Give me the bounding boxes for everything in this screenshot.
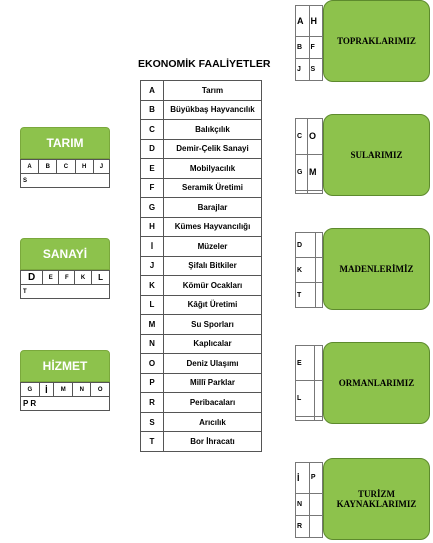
activity-code: P bbox=[141, 373, 164, 393]
resource-label: SULARIMIZ bbox=[350, 150, 403, 160]
grid-cell: G bbox=[21, 383, 40, 397]
grid-cell: M bbox=[54, 383, 73, 397]
grid-cell: O bbox=[91, 383, 110, 397]
grid-cell: A bbox=[21, 160, 39, 174]
resource-code: N bbox=[296, 493, 310, 515]
activity-code: D bbox=[141, 139, 164, 159]
activity-code: G bbox=[141, 198, 164, 218]
resource-code: M bbox=[308, 154, 323, 190]
table-row bbox=[141, 354, 262, 374]
resource-table-sular bbox=[295, 118, 323, 194]
resource-code: O bbox=[308, 119, 323, 155]
activity-code: A bbox=[141, 81, 164, 101]
table-row bbox=[141, 237, 262, 257]
resource-label: TOPRAKLARIMIZ bbox=[337, 36, 416, 46]
resource-code: G bbox=[296, 154, 308, 190]
sector-grid bbox=[20, 382, 110, 411]
activity-name: Kaplıcalar bbox=[164, 334, 262, 354]
sector-tarim bbox=[20, 127, 110, 188]
sector-hizmet bbox=[20, 350, 110, 411]
table-row bbox=[141, 432, 262, 452]
table-row bbox=[141, 81, 262, 101]
activity-code: B bbox=[141, 100, 164, 120]
resource-code: H bbox=[309, 6, 323, 37]
grid-cell: B bbox=[39, 160, 57, 174]
sector-title: TARIM bbox=[20, 127, 110, 159]
activity-name: Su Sporları bbox=[164, 315, 262, 335]
sector-grid bbox=[20, 159, 110, 188]
table-row bbox=[141, 178, 262, 198]
resource-label: TURİZM bbox=[357, 489, 395, 499]
sector-title: SANAYİ bbox=[20, 238, 110, 270]
activity-code: S bbox=[141, 412, 164, 432]
table-row bbox=[141, 295, 262, 315]
resource-box-madenler bbox=[323, 228, 430, 310]
activity-code: T bbox=[141, 432, 164, 452]
activity-name: Tarım bbox=[164, 81, 262, 101]
activity-code: E bbox=[141, 159, 164, 179]
table-row bbox=[141, 315, 262, 335]
resource-code: İ bbox=[296, 463, 310, 494]
resource-table-topraklar bbox=[295, 5, 323, 81]
activity-name: Kâğıt Üretimi bbox=[164, 295, 262, 315]
activity-code: C bbox=[141, 120, 164, 140]
activity-name: Arıcılık bbox=[164, 412, 262, 432]
activity-code: M bbox=[141, 315, 164, 335]
table-row bbox=[141, 217, 262, 237]
resource-box-turizm bbox=[323, 458, 430, 540]
activity-name: Seramik Üretimi bbox=[164, 178, 262, 198]
grid-cell: H bbox=[75, 160, 93, 174]
activity-name: Peribacaları bbox=[164, 393, 262, 413]
resource-code: A bbox=[296, 6, 310, 37]
grid-cell: F bbox=[59, 271, 75, 285]
activity-name: Millî Parklar bbox=[164, 373, 262, 393]
table-row bbox=[141, 256, 262, 276]
sector-grid bbox=[20, 270, 110, 299]
resource-code: L bbox=[296, 381, 315, 416]
activity-code: L bbox=[141, 295, 164, 315]
grid-cell: P R bbox=[21, 397, 110, 411]
grid-cell: İ bbox=[39, 383, 53, 397]
activity-code: F bbox=[141, 178, 164, 198]
activity-name: Bor İhracatı bbox=[164, 432, 262, 452]
table-row bbox=[141, 100, 262, 120]
activity-code: N bbox=[141, 334, 164, 354]
activity-name: Mobilyacılık bbox=[164, 159, 262, 179]
grid-cell: T bbox=[21, 285, 110, 299]
sector-title: HİZMET bbox=[20, 350, 110, 382]
grid-cell: N bbox=[73, 383, 91, 397]
resource-label: ORMANLARIMIZ bbox=[338, 378, 415, 388]
activity-name: Balıkçılık bbox=[164, 120, 262, 140]
table-row bbox=[141, 373, 262, 393]
table-row bbox=[141, 393, 262, 413]
table-row bbox=[141, 412, 262, 432]
grid-cell: E bbox=[43, 271, 59, 285]
activity-name: Şifalı Bitkiler bbox=[164, 256, 262, 276]
table-row bbox=[141, 198, 262, 218]
resource-table-madenler bbox=[295, 232, 323, 308]
resource-code: J bbox=[296, 58, 310, 80]
resource-code: S bbox=[309, 58, 323, 80]
resource-code: R bbox=[296, 515, 310, 537]
resource-code: F bbox=[309, 36, 323, 58]
table-row bbox=[141, 120, 262, 140]
resource-label: MADENLERİMİZ bbox=[339, 264, 414, 274]
activity-name: Demir-Çelik Sanayi bbox=[164, 139, 262, 159]
activities-table bbox=[140, 80, 262, 452]
activity-code: K bbox=[141, 276, 164, 296]
resource-code: C bbox=[296, 119, 308, 155]
activity-code: H bbox=[141, 217, 164, 237]
grid-cell: K bbox=[75, 271, 92, 285]
activity-code: J bbox=[141, 256, 164, 276]
resource-table-turizm bbox=[295, 462, 323, 538]
resource-code: T bbox=[296, 283, 316, 308]
activity-name: Müzeler bbox=[164, 237, 262, 257]
resource-code: E bbox=[296, 346, 315, 381]
table-row bbox=[141, 139, 262, 159]
main-title: EKONOMİK FAALİYETLER bbox=[138, 58, 271, 70]
activity-name: Barajlar bbox=[164, 198, 262, 218]
activity-code: İ bbox=[141, 237, 164, 257]
resource-code: D bbox=[296, 233, 316, 258]
activity-name: Büyükbaş Hayvancılık bbox=[164, 100, 262, 120]
activity-name: Deniz Ulaşımı bbox=[164, 354, 262, 374]
table-row bbox=[141, 159, 262, 179]
activity-code: O bbox=[141, 354, 164, 374]
grid-cell: J bbox=[93, 160, 109, 174]
activity-code: R bbox=[141, 393, 164, 413]
sector-sanayi bbox=[20, 238, 110, 299]
resource-box-sular bbox=[323, 114, 430, 196]
resource-code: B bbox=[296, 36, 310, 58]
table-row bbox=[141, 334, 262, 354]
resource-box-ormanlar bbox=[323, 342, 430, 424]
grid-cell: C bbox=[57, 160, 75, 174]
resource-table-ormanlar bbox=[295, 345, 323, 421]
resource-code: P bbox=[309, 463, 322, 494]
grid-cell: S bbox=[21, 174, 110, 188]
resource-label: KAYNAKLARIMIZ bbox=[336, 499, 417, 509]
activity-name: Kümes Hayvancılığı bbox=[164, 217, 262, 237]
resource-box-topraklar bbox=[323, 0, 430, 82]
resource-code: K bbox=[296, 258, 316, 283]
table-row bbox=[141, 276, 262, 296]
grid-cell: L bbox=[92, 271, 110, 285]
activity-name: Kömür Ocakları bbox=[164, 276, 262, 296]
grid-cell: D bbox=[21, 271, 43, 285]
